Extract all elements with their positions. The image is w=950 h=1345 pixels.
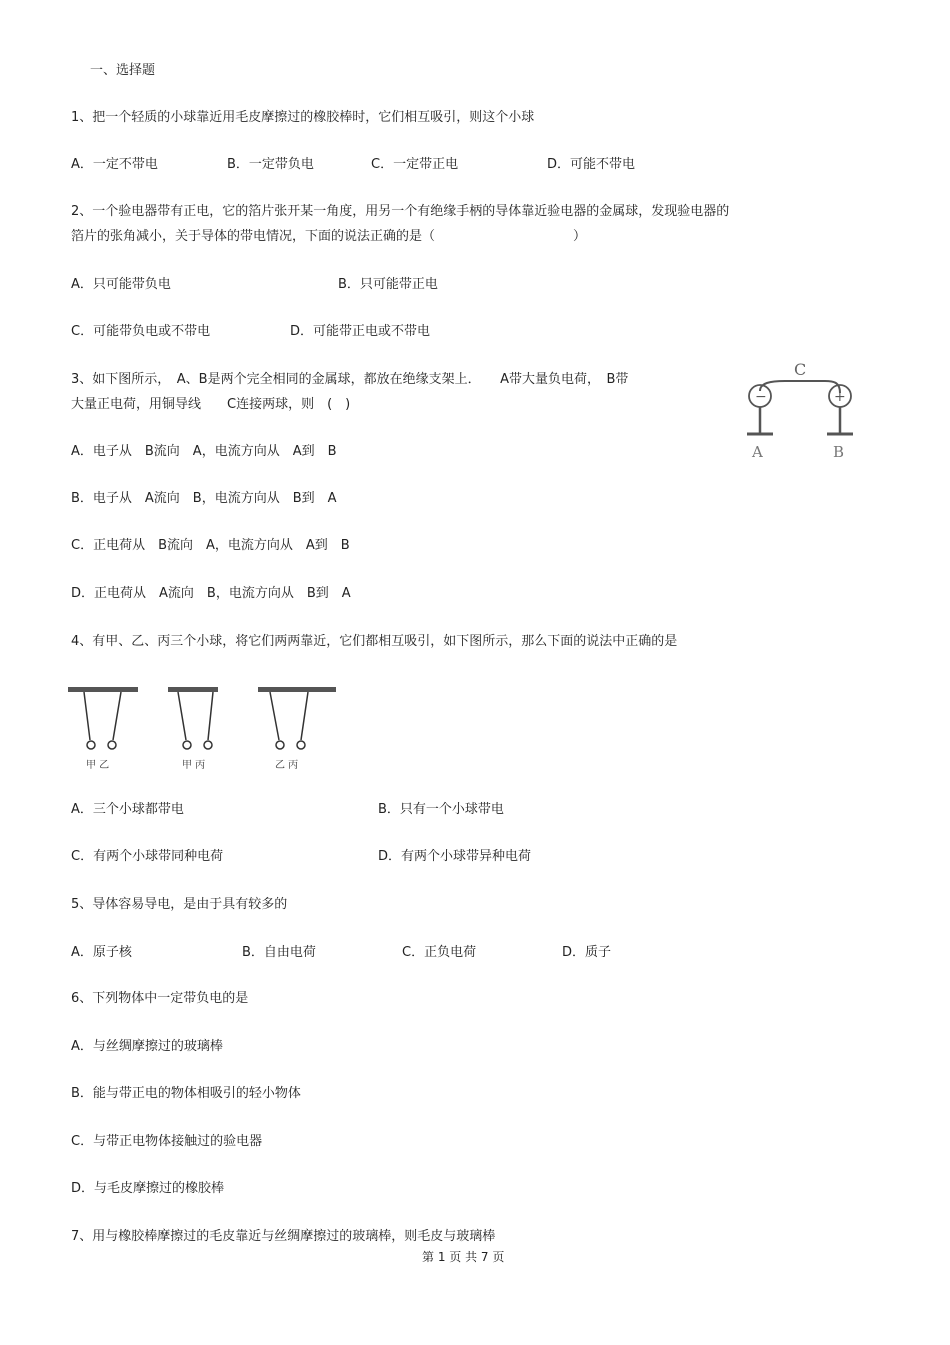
q5-option-b: B．自由电荷 (242, 945, 316, 960)
pair-2 (168, 687, 218, 771)
section-title: 一、选择题 (90, 63, 156, 78)
q4-stem: 4、有甲、乙、丙三个小球，将它们两两靠近，它们都相互吸引，如下图所示，那么下面的说法中正确的是 (71, 634, 678, 649)
q3-option-d: D．正电荷从 A流向 B，电流方向从 B到 A (71, 586, 351, 601)
q4-figure (68, 685, 348, 775)
pair-2-label: 甲 丙 (182, 760, 206, 771)
q3-stem-line1: 3、如下图所示， A、B是两个完全相同的金属球，都放在绝缘支架上． A带大量负电荷， B带 (71, 372, 629, 387)
pair-1-label: 甲 乙 (86, 760, 110, 771)
q3-stem-line2: 大量正电荷，用铜导线 C连接两球，则 ( ) (71, 397, 351, 412)
page-footer: 第 1 页 共 7 页 (422, 1250, 505, 1264)
left-sign: − (755, 389, 767, 405)
q4-option-a: A．三个小球都带电 (71, 802, 184, 817)
q6-option-d: D．与毛皮摩擦过的橡胶棒 (71, 1181, 225, 1196)
q3-option-a: A．电子从 B流向 A，电流方向从 A到 B (71, 444, 337, 459)
q1-stem: 1、把一个轻质的小球靠近用毛皮摩擦过的橡胶棒时，它们相互吸引，则这个小球 (71, 110, 535, 125)
wire (760, 381, 840, 393)
q2-stem-line2: 箔片的张角减小，关于导体的带电情况，下面的说法正确的是（ (71, 229, 436, 244)
q2-option-d: D．可能带正电或不带电 (290, 324, 431, 339)
q1-option-c: C．一定带正电 (371, 157, 459, 172)
q5-option-d: D．质子 (562, 945, 612, 960)
q4-option-d: D．有两个小球带异种电荷 (378, 849, 532, 864)
q3-option-b: B．电子从 A流向 B，电流方向从 B到 A (71, 491, 337, 506)
left-label: A (752, 443, 763, 461)
q2-stem-line1: 2、一个验电器带有正电，它的箔片张开某一角度，用另一个有绝缘手柄的导体靠近验电器的金属球，发现验电器的 (71, 204, 730, 219)
q4-option-b: B．只有一个小球带电 (378, 802, 504, 817)
q6-stem: 6、下列物体中一定带负电的是 (71, 991, 249, 1006)
q2-option-a: A．只可能带负电 (71, 277, 171, 292)
right-sign: + (834, 389, 846, 405)
q1-option-a: A．一定不带电 (71, 157, 158, 172)
q1-option-b: B．一定带负电 (227, 157, 314, 172)
q6-option-b: B．能与带正电的物体相吸引的轻小物体 (71, 1086, 301, 1101)
wire-label: C (794, 360, 807, 379)
q3-option-c: C．正电荷从 B流向 A，电流方向从 A到 B (71, 538, 350, 553)
q5-stem: 5、导体容易导电，是由于具有较多的 (71, 897, 288, 912)
q2-option-c: C．可能带负电或不带电 (71, 324, 211, 339)
q2-option-b: B．只可能带正电 (338, 277, 438, 292)
right-label: B (833, 443, 845, 461)
q6-option-c: C．与带正电物体接触过的验电器 (71, 1134, 263, 1149)
q4-option-c: C．有两个小球带同种电荷 (71, 849, 224, 864)
q1-option-d: D．可能不带电 (547, 157, 636, 172)
q7-stem: 7、用与橡胶棒摩擦过的毛皮靠近与丝绸摩擦过的玻璃棒，则毛皮与玻璃棒 (71, 1229, 496, 1244)
q5-option-c: C．正负电荷 (402, 945, 477, 960)
q5-option-a: A．原子核 (71, 945, 132, 960)
pair-3 (258, 687, 336, 771)
pair-1 (68, 687, 138, 771)
q3-figure (740, 355, 870, 465)
q6-option-a: A．与丝绸摩擦过的玻璃棒 (71, 1039, 223, 1054)
pair-3-label: 乙 丙 (275, 760, 299, 771)
q2-stem-close: ） (573, 229, 587, 244)
